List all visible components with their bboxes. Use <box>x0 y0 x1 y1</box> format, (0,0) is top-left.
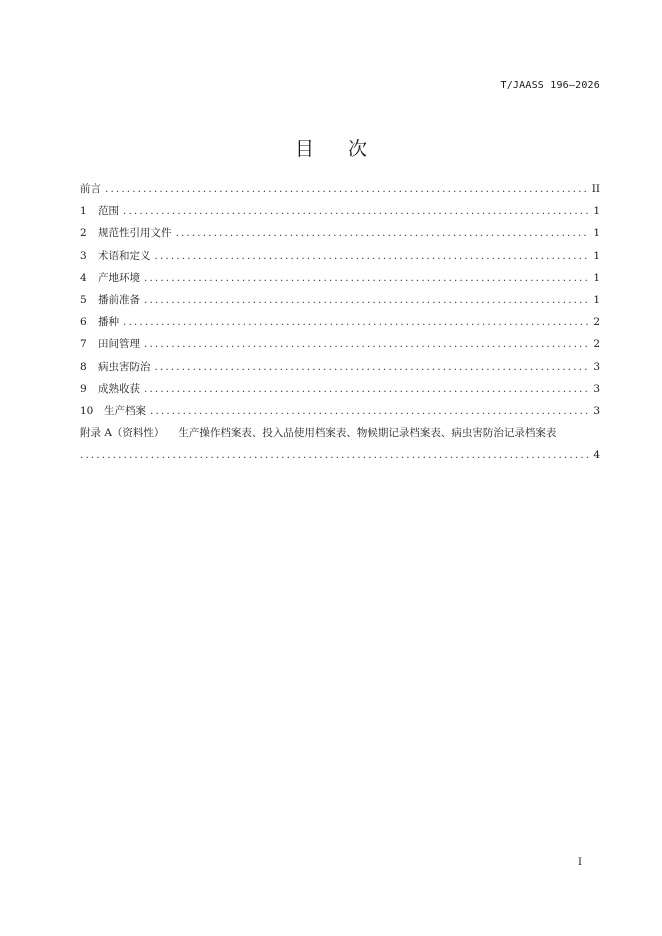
toc-entry-label: 规范性引用文件 <box>98 227 172 240</box>
dot-leader <box>80 444 588 466</box>
page-title <box>0 134 662 161</box>
toc-entry-9[interactable] <box>80 378 600 400</box>
toc-entry-page: 1 <box>593 249 600 262</box>
appendix-leader-line <box>80 444 600 466</box>
toc-entry-10[interactable] <box>80 400 600 422</box>
toc-entry-page: 3 <box>593 360 600 373</box>
toc-entry-label: 范围 <box>98 205 119 218</box>
toc-entry-label: 田间管理 <box>98 338 140 351</box>
page-number: I <box>578 857 582 868</box>
dot-leader <box>155 245 589 267</box>
toc-entry-page: 1 <box>593 293 600 306</box>
toc-entry-number: 4 <box>80 271 87 284</box>
toc-entry-page: II <box>591 183 600 195</box>
dot-leader <box>144 289 588 311</box>
dot-leader <box>176 222 589 244</box>
toc-entry-label: 术语和定义 <box>98 249 151 262</box>
toc-entry-number: 2 <box>80 227 87 240</box>
dot-leader <box>105 178 588 200</box>
toc-entry-foreword[interactable] <box>80 178 600 200</box>
toc-entry-5[interactable] <box>80 289 600 311</box>
toc-entry-appendix-a[interactable] <box>80 422 600 466</box>
toc-entry-number: 7 <box>80 338 87 351</box>
dot-leader <box>123 200 588 222</box>
toc-entry-3[interactable] <box>80 245 600 267</box>
toc-entry-number: 10 <box>80 404 94 417</box>
title-char-2: 次 <box>348 138 368 160</box>
toc-entry-page: 4 <box>593 449 600 462</box>
toc-entry-label: 生产档案 <box>104 404 146 417</box>
table-of-contents <box>80 178 600 466</box>
toc-entry-label: 成熟收获 <box>98 382 140 395</box>
toc-entry-label: 产地环境 <box>98 271 140 284</box>
dot-leader <box>150 400 588 422</box>
toc-entry-6[interactable] <box>80 311 600 333</box>
document-code: T/JAASS 196—2026 <box>500 80 600 91</box>
toc-entry-2[interactable] <box>80 222 600 244</box>
dot-leader <box>144 333 588 355</box>
toc-entry-8[interactable] <box>80 356 600 378</box>
toc-entry-page: 2 <box>593 316 600 329</box>
dot-leader <box>123 311 588 333</box>
dot-leader <box>155 356 589 378</box>
toc-entry-number: 1 <box>80 205 87 218</box>
toc-entry-page: 2 <box>593 338 600 351</box>
toc-entry-label: 病虫害防治 <box>98 360 151 373</box>
appendix-prefix: 附录 A（资料性） <box>80 427 165 440</box>
appendix-heading <box>80 422 600 444</box>
dot-leader <box>144 378 588 400</box>
toc-entry-page: 3 <box>593 382 600 395</box>
title-char-1: 目 <box>294 138 314 160</box>
toc-entry-number: 5 <box>80 293 87 306</box>
toc-entry-number: 6 <box>80 316 87 329</box>
appendix-label: 生产操作档案表、投入品使用档案表、物候期记录档案表、病虫害防治记录档案表 <box>178 427 557 440</box>
toc-entry-page: 3 <box>593 404 600 417</box>
toc-entry-page: 1 <box>593 205 600 218</box>
toc-entry-number: 8 <box>80 360 87 373</box>
toc-entry-label: 播种 <box>98 316 119 329</box>
toc-entry-label: 前言 <box>80 183 101 195</box>
toc-entry-number: 9 <box>80 382 87 395</box>
toc-entry-7[interactable] <box>80 333 600 355</box>
toc-entry-number: 3 <box>80 249 87 262</box>
toc-entry-4[interactable] <box>80 267 600 289</box>
toc-entry-page: 1 <box>593 227 600 240</box>
toc-entry-1[interactable] <box>80 200 600 222</box>
toc-entry-label: 播前准备 <box>98 293 140 306</box>
dot-leader <box>144 267 588 289</box>
toc-entry-page: 1 <box>593 271 600 284</box>
